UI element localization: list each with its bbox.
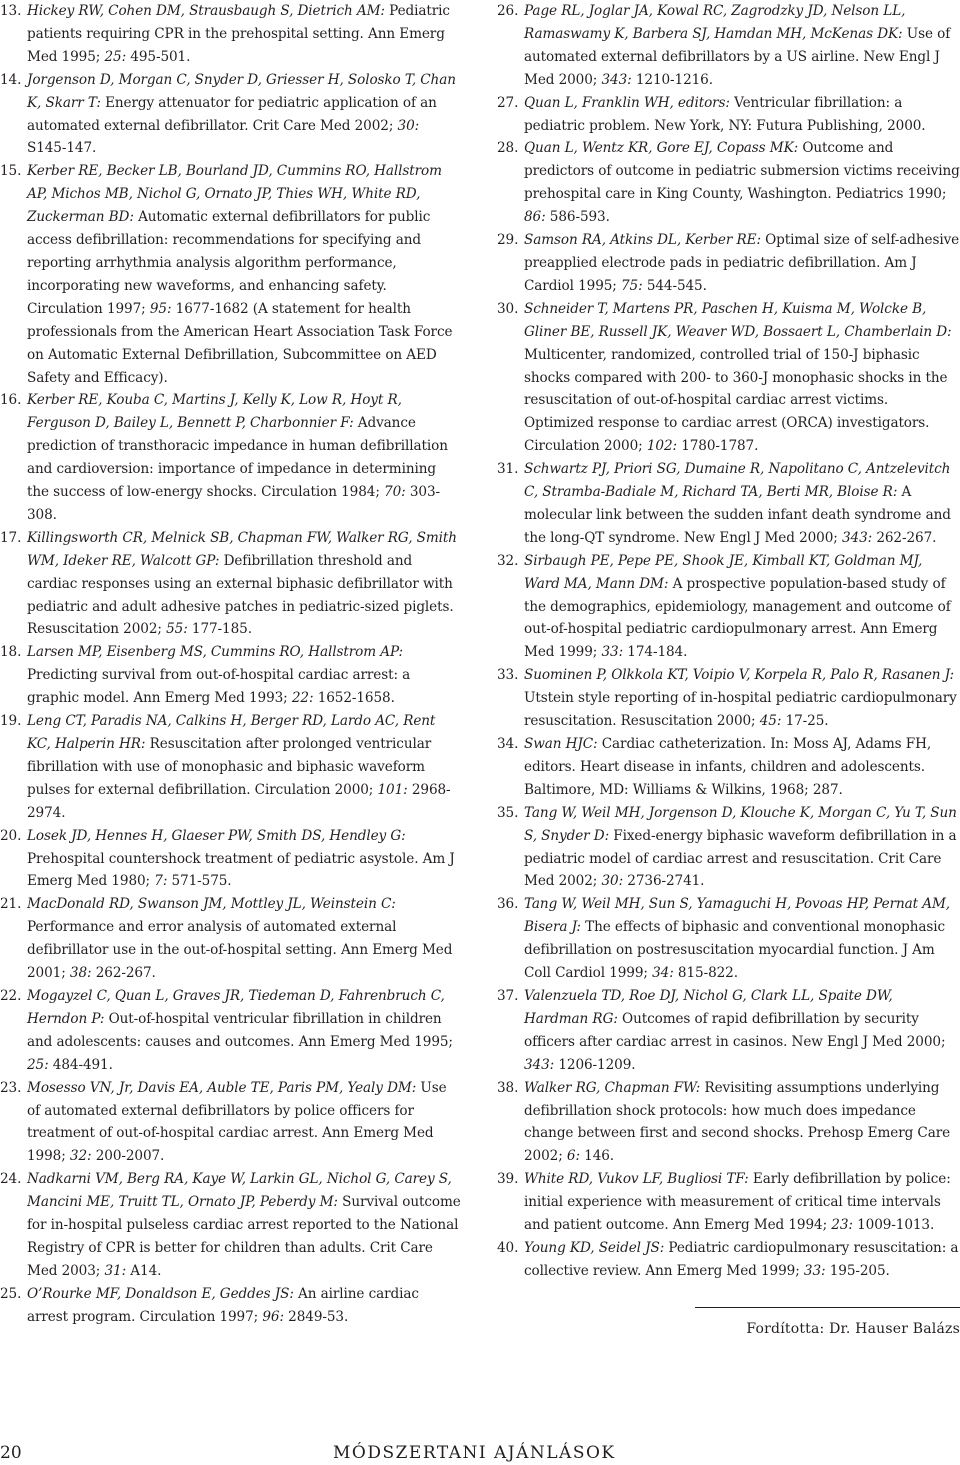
reference-number: 30. — [497, 300, 519, 317]
reference-number: 40. — [497, 1239, 519, 1256]
reference-authors: Sirbaugh PE, Pepe PE, Shook JE, Kimball KT, Goldman MJ, Ward MA, Mann DM: — [524, 552, 923, 592]
reference-authors: Page RL, Joglar JA, Kowal RC, Zagrodzky JD, Nelson LL, Ramaswamy K, Barbera SJ, Hamdan MH, McKenas DK: — [524, 3, 906, 42]
reference-entry — [0, 0, 462, 69]
reference-pages: 2968-2974. — [27, 781, 451, 821]
reference-volume: 30: — [393, 117, 420, 134]
reference-authors: Jorgenson D, Morgan C, Snyder D, Griesser H, Solosko T, Chan K, Skarr T: — [27, 71, 456, 111]
reference-number: 19. — [0, 713, 22, 730]
reference-entry — [497, 92, 960, 138]
reference-volume: 70: — [379, 484, 406, 501]
reference-title: A molecular link between the sudden infant death syndrome and the long-QT syndrome. New Engl J Med 2000; — [524, 484, 951, 546]
running-footer: MÓDSZERTANI AJÁNLÁSOK — [333, 1443, 616, 1463]
reference-title: Use of automated external defibrillators by a US airline. New Engl J Med 2000; — [524, 25, 951, 88]
reference-authors: Swan HJC: — [524, 736, 598, 752]
reference-entry — [0, 1283, 462, 1329]
reference-list — [497, 0, 960, 1283]
reference-title: Advance prediction of transthoracic impedance in human defibrillation and cardioversion: importance of impedance in determining the success of low-energy shocks. Circulation 1984; — [27, 415, 448, 501]
reference-authors: Mosesso VN, Jr, Davis EA, Auble TE, Paris PM, Yealy DM: — [27, 1079, 417, 1096]
reference-authors: MacDonald RD, Swanson JM, Mottley JL, Weinstein C: — [27, 896, 396, 913]
reference-entry — [497, 1237, 960, 1283]
reference-authors: Losek JD, Hennes H, Glaeser PW, Smith DS, Hendley G: — [27, 827, 406, 844]
reference-entry — [497, 1077, 960, 1169]
reference-authors: Valenzuela TD, Roe DJ, Nichol G, Clark LL, Spaite DW, Hardman RG: — [524, 987, 893, 1027]
reference-volume: 343: — [837, 529, 873, 546]
reference-authors: Tang W, Weil MH, Sun S, Yamaguchi H, Povoas HP, Pernat AM, Bisera J: — [524, 896, 951, 936]
reference-number: 23. — [0, 1079, 22, 1096]
reference-title: Utstein style reporting of in-hospital pediatric cardiopulmonary resuscitation. Resuscitation 2000; — [524, 690, 957, 730]
reference-pages: 1009-1013. — [852, 1217, 935, 1234]
reference-number: 20. — [0, 827, 22, 844]
reference-number: 32. — [497, 552, 519, 569]
reference-pages: 262-267. — [91, 965, 156, 982]
reference-entry — [0, 527, 462, 642]
reference-pages: 17-25. — [781, 713, 829, 730]
reference-title: Survival outcome for in-hospital pulseless cardiac arrest reported to the National Registry of CPR is better for children than adults. Crit Care Med 2003; — [27, 1194, 461, 1279]
reference-authors: Hickey RW, Cohen DM, Strausbaugh S, Dietrich AM: — [27, 3, 385, 19]
reference-authors: O’Rourke MF, Donaldson E, Geddes JS: — [27, 1285, 294, 1302]
reference-number: 25. — [0, 1285, 22, 1302]
reference-number: 24. — [0, 1171, 22, 1188]
reference-pages: 495-501. — [126, 48, 191, 65]
reference-volume: 102: — [642, 438, 677, 455]
reference-authors: Samson RA, Atkins DL, Kerber RE: — [524, 232, 761, 249]
translator-divider — [695, 1307, 960, 1308]
reference-title: Pediatric cardiopulmonary resuscitation: a collective review. Ann Emerg Med 1999; — [524, 1239, 959, 1279]
reference-entry — [497, 458, 960, 550]
reference-pages: 146. — [579, 1148, 615, 1165]
reference-title: Use of automated external defibrillators by police officers for treatment of out-of-hospital cardiac arrest. Ann Emerg Med 1998; — [27, 1079, 447, 1165]
reference-volume: 34: — [647, 965, 674, 982]
reference-number: 38. — [497, 1079, 519, 1096]
reference-authors: Kerber RE, Kouba C, Martins J, Kelly K, Low R, Hoyt R, Ferguson D, Bailey L, Bennett P, Charbonnier F: — [27, 392, 402, 432]
reference-volume: 95: — [145, 300, 172, 317]
reference-volume: 38: — [65, 965, 92, 982]
reference-pages: 195-205. — [825, 1262, 890, 1279]
reference-entry — [0, 1168, 462, 1283]
reference-entry — [497, 664, 960, 733]
reference-title: Performance and error analysis of automated external defibrillator use in the out-of-hospital setting. Ann Emerg Med 2001; — [27, 919, 453, 982]
reference-number: 14. — [0, 71, 22, 88]
reference-pages: 484-491. — [48, 1056, 113, 1073]
reference-entry — [497, 137, 960, 229]
reference-title: Optimal size of self-adhesive preapplied electrode pads in pediatric defibrillation. Am J Cardiol 1995; — [524, 232, 960, 294]
reference-pages: 586-593. — [545, 209, 610, 226]
reference-pages: 2736-2741. — [623, 873, 705, 890]
reference-title: Fixed-energy biphasic waveform defibrillation in a pediatric model of cardiac arrest and resuscitation. Crit Care Med 2002; — [524, 827, 957, 890]
reference-volume: 30: — [597, 873, 624, 890]
reference-pages: A14. — [126, 1262, 162, 1279]
reference-volume: 33: — [597, 644, 624, 661]
reference-authors: Mogayzel C, Quan L, Graves JR, Tiedeman D, Fahrenbruch C, Herndon P: — [27, 987, 445, 1027]
reference-entry — [497, 550, 960, 665]
reference-title: Outcomes of rapid defibrillation by security officers after cardiac arrest in casinos. New Engl J Med 2000; — [524, 1010, 946, 1050]
reference-title: Revisiting assumptions underlying defibrillation shock protocols: how much does impedance change between first and second shocks. Prehosp Emerg Care 2002; — [524, 1079, 951, 1165]
reference-number: 17. — [0, 529, 22, 546]
reference-volume: 96: — [258, 1308, 284, 1325]
reference-entry — [0, 1077, 462, 1169]
reference-number: 34. — [497, 736, 519, 752]
reference-entry — [0, 389, 462, 526]
reference-authors: Suominen P, Olkkola KT, Voipio V, Korpela R, Palo R, Rasanen J: — [524, 667, 954, 684]
reference-volume: 33: — [799, 1262, 826, 1279]
reference-authors: Killingsworth CR, Melnick SB, Chapman FW, Walker RG, Smith WM, Ideker RE, Walcott GP: — [27, 529, 457, 569]
reference-volume: 55: — [161, 621, 188, 638]
reference-number: 21. — [0, 896, 22, 913]
reference-pages: 200-2007. — [91, 1148, 165, 1165]
reference-authors: Walker RG, Chapman FW: — [524, 1079, 701, 1096]
reference-number: 15. — [0, 163, 22, 180]
reference-pages: 1780-1787. — [676, 438, 759, 455]
reference-entry — [497, 0, 960, 92]
reference-pages: 177-185. — [187, 621, 252, 638]
references-right-column — [497, 0, 960, 1283]
reference-volume: 45: — [755, 713, 782, 730]
reference-pages: 303-308. — [27, 484, 440, 523]
reference-authors: Schneider T, Martens PR, Paschen H, Kuisma M, Wolcke B, Gliner BE, Russell JK, Weaver WD, Bossaert L, Chamberlain D: — [524, 300, 952, 340]
reference-title: Out-of-hospital ventricular fibrillation in children and adolescents: causes and outcomes. Ann Emerg Med 1995; — [27, 1010, 453, 1050]
reference-number: 39. — [497, 1171, 519, 1188]
reference-authors: Leng CT, Paradis NA, Calkins H, Berger RD, Lardo AC, Rent KC, Halperin HR: — [27, 713, 436, 752]
reference-pages: 1206-1209. — [554, 1056, 636, 1073]
reference-list — [0, 0, 462, 1329]
reference-title: Predicting survival from out-of-hospital cardiac arrest: a graphic model. Ann Emerg Med 1993; — [27, 667, 411, 707]
reference-entry — [0, 825, 462, 894]
reference-title: Defibrillation threshold and cardiac responses using an external biphasic defibrillator with pediatric and adult adhesive patches in pediatric-sized piglets. Resuscitation 2002; — [27, 552, 454, 638]
reference-title: Energy attenuator for pediatric application of an automated external defibrillator. Crit Care Med 2002; — [27, 94, 437, 134]
reference-volume: 343: — [597, 71, 632, 88]
reference-volume: 86: — [524, 209, 546, 226]
reference-entry — [0, 160, 462, 389]
reference-pages: 1210-1216. — [631, 71, 713, 88]
reference-authors: Kerber RE, Becker LB, Bourland JD, Cummins RO, Hallstrom AP, Michos MB, Nichol G, Ornato JP, Thies WH, White RD, Zuckerman BD: — [27, 163, 442, 226]
reference-volume: 22: — [287, 690, 314, 707]
reference-number: 36. — [497, 896, 519, 913]
reference-volume: 25: — [27, 1056, 49, 1073]
reference-entry — [497, 298, 960, 458]
reference-pages: 544-545. — [642, 277, 707, 294]
reference-entry — [0, 641, 462, 710]
reference-volume: 23: — [827, 1217, 853, 1234]
reference-entry — [497, 733, 960, 802]
reference-authors: Schwartz PJ, Priori SG, Dumaine R, Napolitano C, Antzelevitch C, Stramba-Badiale M, Richard TA, Berti MR, Bloise R: — [524, 461, 951, 501]
reference-number: 16. — [0, 392, 22, 409]
reference-entry — [497, 802, 960, 894]
reference-title: Outcome and predictors of outcome in pediatric submersion victims receiving prehospital care in King County, Washington. Pediatrics 1990; — [524, 140, 960, 203]
reference-pages: 571-575. — [167, 873, 232, 890]
reference-number: 35. — [497, 804, 519, 821]
reference-volume: 32: — [65, 1148, 92, 1165]
references-left-column — [0, 0, 462, 1329]
reference-number: 33. — [497, 667, 519, 684]
reference-volume: 31: — [100, 1262, 127, 1279]
reference-pages: 174-184. — [623, 644, 688, 661]
reference-pages: 2849-53. — [283, 1308, 349, 1325]
reference-volume: 343: — [524, 1056, 555, 1073]
reference-title: Ventricular fibrillation: a pediatric problem. New York, NY: Futura Publishing, 2000. — [524, 94, 926, 134]
reference-title: The effects of biphasic and conventional monophasic defibrillation on postresuscitation myocardial function. J Am Coll Cardiol 1999; — [524, 919, 946, 982]
reference-entry — [497, 229, 960, 298]
reference-title: Multicenter, randomized, controlled trial of 150-J biphasic shocks compared with 200- to 360-J monophasic shocks in the resuscitation of out-of-hospital cardiac arrest victims. Optimized response to cardiac arrest (ORCA) investigators. Circulation 2000; — [524, 346, 948, 455]
reference-number: 37. — [497, 987, 519, 1004]
reference-authors: Larsen MP, Eisenberg MS, Cummins RO, Hallstrom AP: — [27, 644, 403, 661]
reference-entry — [0, 710, 462, 825]
reference-pages: 262-267. — [872, 529, 937, 546]
reference-title: Resuscitation after prolonged ventricular fibrillation with use of monophasic and biphasic waveform pulses for external defibrillation. Circulation 2000; — [27, 736, 432, 798]
translator-credit: Fordította: Dr. Hauser Balázs — [746, 1321, 960, 1337]
reference-title: Pediatric patients requiring CPR in the prehospital setting. Ann Emerg Med 1995; — [27, 3, 450, 65]
reference-title: A prospective population-based study of the demographics, epidemiology, management and outcome of out-of-hospital pediatric cardiopulmonary arrest. Ann Emerg Med 1999; — [524, 575, 951, 661]
reference-authors: Quan L, Franklin WH, editors: — [524, 94, 730, 111]
reference-entry — [0, 69, 462, 161]
reference-entry — [0, 893, 462, 985]
reference-entry — [497, 1168, 960, 1237]
reference-number: 13. — [0, 3, 22, 19]
reference-number: 28. — [497, 140, 519, 157]
reference-title: An airline cardiac arrest program. Circulation 1997; — [27, 1285, 419, 1325]
reference-entry — [497, 985, 960, 1077]
reference-pages: 815-822. — [673, 965, 738, 982]
reference-authors: Young KD, Seidel JS: — [524, 1239, 665, 1256]
page-number: 20 — [0, 1443, 22, 1463]
reference-number: 22. — [0, 987, 22, 1004]
reference-number: 31. — [497, 461, 519, 478]
reference-title: Automatic external defibrillators for public access defibrillation: recommendations for specifying and reporting arrhythmia analysis algorithm performance, incorporating new waveforms, and enhancing safety. Circulation 1997; — [27, 209, 431, 317]
reference-pages: 1652-1658. — [313, 690, 395, 707]
reference-authors: Nadkarni VM, Berg RA, Kaye W, Larkin GL, Nichol G, Carey S, Mancini ME, Truitt TL, Ornato JP, Peberdy M: — [27, 1171, 452, 1211]
reference-volume: 25: — [100, 48, 127, 65]
reference-volume: 6: — [562, 1148, 580, 1165]
reference-authors: Quan L, Wentz KR, Gore EJ, Copass MK: — [524, 140, 799, 157]
reference-title: Prehospital countershock treatment of pediatric asystole. Am J Emerg Med 1980; — [27, 850, 455, 890]
reference-number: 26. — [497, 3, 519, 19]
reference-pages: 1677-1682 (A statement for health professionals from the American Heart Association Task Force on Automatic External Defibrillation, Subcommittee on AED Safety and Efficacy). — [27, 300, 453, 386]
reference-authors: Tang W, Weil MH, Jorgenson D, Klouche K, Morgan C, Yu T, Sun S, Snyder D: — [524, 804, 957, 844]
reference-title: Early defibrillation by police: initial experience with measurement of critical time intervals and patient outcome. Ann Emerg Med 1994; — [524, 1171, 951, 1234]
reference-title: Cardiac catheterization. In: Moss AJ, Adams FH, editors. Heart disease in infants, children and adolescents. Baltimore, MD: Williams & Wilkins, 1968; 287. — [524, 736, 932, 798]
reference-authors: White RD, Vukov LF, Bugliosi TF: — [524, 1171, 749, 1188]
reference-pages: S145-147. — [27, 140, 97, 157]
reference-volume: 75: — [616, 277, 643, 294]
reference-number: 18. — [0, 644, 22, 661]
reference-number: 29. — [497, 232, 519, 249]
reference-number: 27. — [497, 94, 519, 111]
reference-volume: 7: — [150, 873, 168, 890]
reference-entry — [497, 893, 960, 985]
reference-volume: 101: — [373, 781, 408, 798]
reference-entry — [0, 985, 462, 1077]
